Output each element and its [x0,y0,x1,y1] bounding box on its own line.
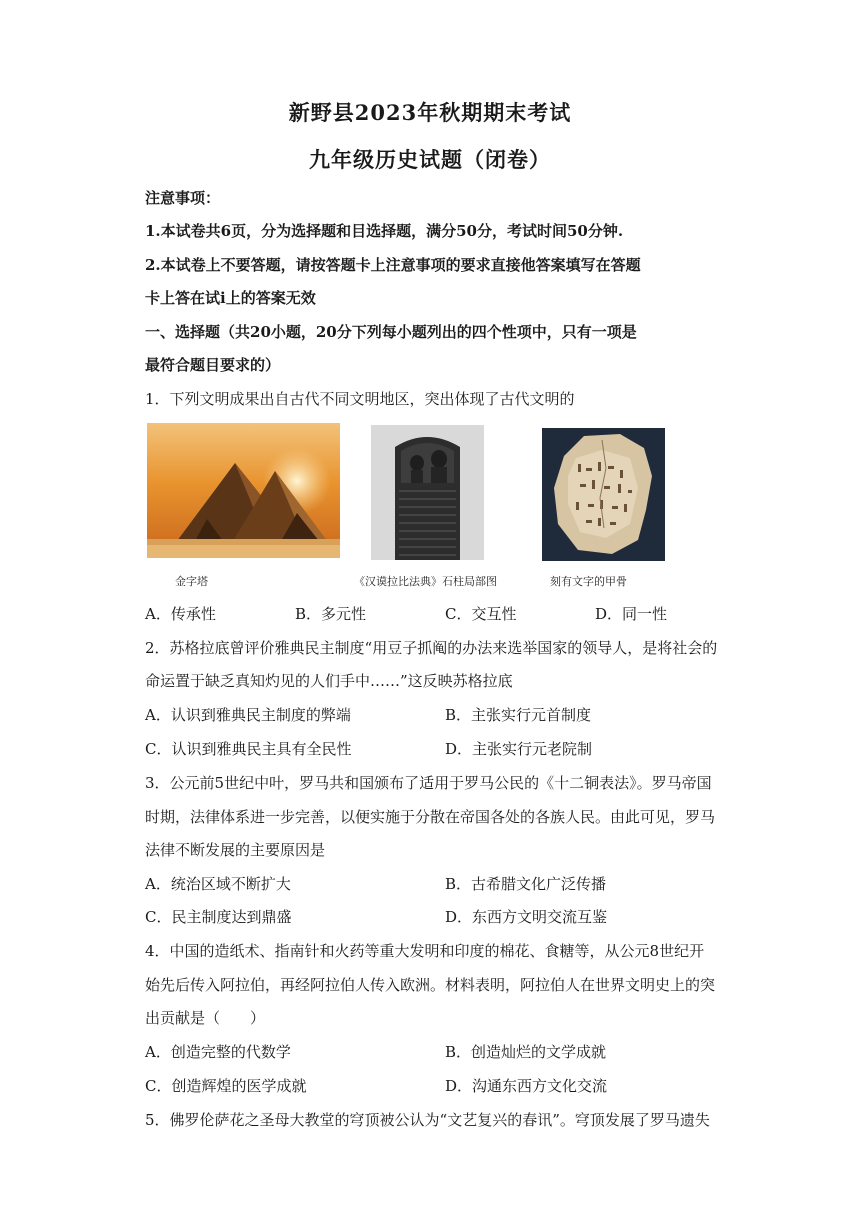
image-caption-pyramids: 金字塔 [175,575,208,588]
pyramids-photo-icon [147,423,340,558]
q3-option-c: C．民主制度达到鼎盛 [145,908,292,926]
pyramids-image [147,423,340,558]
q4-stem-line-1: 4．中国的造纸术、指南针和火药等重大发明和印度的棉花、食糖等，从公元8世纪开 [145,942,705,960]
image-caption-oracle-bone: 刻有文字的甲骨 [550,575,627,588]
notes-heading: 注意事项： [145,189,221,207]
q3-stem-line-3: 法律不断发展的主要原因是 [145,841,326,859]
q2-option-c: C．认识到雅典民主具有全民性 [145,740,352,758]
notes-item-2-line-2: 卡上答在试i上的答案无效 [145,289,316,307]
q1-stem: 1．下列文明成果出自古代不同文明地区，突出体现了古代文明的 [145,390,575,408]
notes-item-1: 1.本试卷共6页，分为选择题和目选择题，满分50分，考试时间50分钟. [145,222,624,240]
hammurabi-stele-photo-icon [371,425,484,560]
q1-option-a: A．传承性 [145,605,216,623]
q4-option-c: C．创造辉煌的医学成就 [145,1077,307,1095]
q5-stem-line-1: 5．佛罗伦萨花之圣母大教堂的穹顶被公认为“文艺复兴的春讯”。穹顶发展了罗马遗失 [145,1111,710,1129]
q1-option-c: C．交互性 [445,605,517,623]
hammurabi-stele-image [371,425,484,560]
notes-item-2-line-1: 2.本试卷上不要答题，请按答题卡上注意事项的要求直接他答案填写在答题 [145,256,641,274]
q4-option-a: A．创造完整的代数学 [145,1043,291,1061]
q4-stem-line-2: 始先后传入阿拉伯，再经阿拉伯人传入欧洲。材料表明，阿拉伯人在世界文明史上的突 [145,976,716,994]
oracle-bone-photo-icon [542,428,665,561]
image-caption-hammurabi: 《汉谟拉比法典》石柱局部图 [354,575,497,588]
q1-option-b: B．多元性 [295,605,367,623]
q2-option-d: D．主张实行元老院制 [445,740,593,758]
q3-option-b: B．古希腊文化广泛传播 [445,875,607,893]
q2-stem-line-1: 2．苏格拉底曾评价雅典民主制度“用豆子抓阄的办法来选举国家的领导人，是将社会的 [145,639,718,657]
section-heading-line-2: 最符合题目要求的） [145,356,281,374]
oracle-bone-image [542,428,665,561]
q4-option-d: D．沟通东西方文化交流 [445,1077,608,1095]
q2-stem-line-2: 命运置于缺乏真知灼见的人们手中……”这反映苏格拉底 [145,672,513,690]
q3-option-d: D．东西方文明交流互鉴 [445,908,608,926]
exam-title: 新野县2023年秋期期末考试 [288,100,572,125]
q2-option-b: B．主张实行元首制度 [445,706,592,724]
q1-option-d: D．同一性 [595,605,668,623]
section-heading-line-1: 一、选择题（共20小题，20分下列每小题列出的四个性项中，只有一项是 [145,323,637,341]
q4-stem-line-3: 出贡献是（ ） [145,1009,266,1027]
q3-stem-line-2: 时期，法律体系进一步完善，以便实施于分散在帝国各处的各族人民。由此可见，罗马 [145,808,716,826]
q2-option-a: A．认识到雅典民主制度的弊端 [145,706,351,724]
q3-option-a: A．统治区域不断扩大 [145,875,291,893]
exam-subtitle: 九年级历史试题（闭卷） [309,147,551,172]
q3-stem-line-1: 3．公元前5世纪中叶，罗马共和国颁布了适用于罗马公民的《十二铜表法》。罗马帝国 [145,774,712,792]
q4-option-b: B．创造灿烂的文学成就 [445,1043,607,1061]
